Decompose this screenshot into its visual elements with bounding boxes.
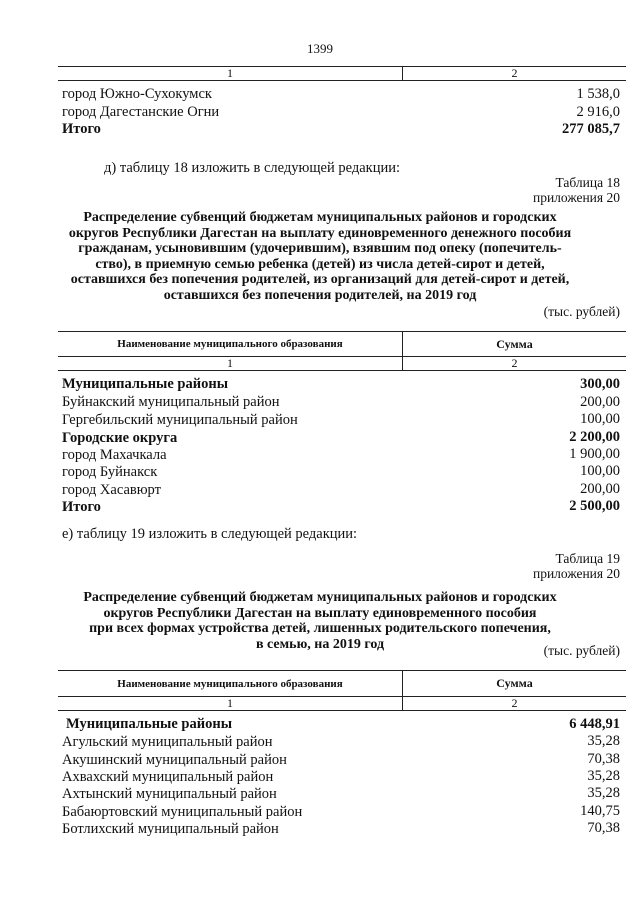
title-line: при всех формах устройства детей, лишенных родительского попечения,: [89, 621, 551, 636]
table-rule: [58, 331, 626, 332]
units-label: (тыс. рублей): [543, 304, 620, 319]
table-row-name: Бабаюртовский муниципальный район: [62, 804, 303, 820]
table-row-value: 140,75: [580, 803, 620, 819]
table-row-name: Ахвахский муниципальный район: [62, 769, 274, 785]
table-row-value: 1 538,0: [576, 86, 620, 102]
column-header-sum: Сумма: [496, 337, 533, 351]
table-row-name: город Буйнакск: [62, 464, 158, 480]
table-group-value: 2 200,00: [569, 429, 620, 445]
column-number: 1: [227, 696, 233, 710]
table-row-name: город Махачкала: [62, 447, 167, 463]
table-row-value: 1 900,00: [569, 446, 620, 462]
column-header-name: Наименование муниципального образования: [117, 678, 343, 690]
units-label: (тыс. рублей): [543, 643, 620, 658]
column-number: 2: [511, 696, 518, 710]
appendix-number: приложения 20: [532, 566, 620, 581]
table-row-name: Гергебильский муниципальный район: [62, 412, 298, 428]
table-row-name: город Южно-Сухокумск: [62, 86, 212, 102]
title-line: в семью, на 2019 год: [255, 636, 385, 652]
table-rule: [58, 670, 626, 671]
table-row-value: 2 916,0: [576, 104, 620, 120]
table-title: [60, 590, 580, 652]
table-row-value: 70,38: [587, 820, 620, 836]
table-row-value: 70,38: [587, 751, 620, 767]
table-title: [60, 210, 580, 303]
table-row-name: Ахтынский муниципальный район: [62, 786, 277, 802]
table-total-value: 2 500,00: [569, 498, 620, 514]
page-number: 1399: [307, 41, 333, 56]
column-number: 2: [511, 356, 518, 370]
title-line: округов Республики Дагестан на выплату единовременного пособия: [103, 605, 537, 621]
table-group-value: 6 448,91: [569, 716, 620, 732]
table-total-value: 277 085,7: [562, 121, 620, 137]
table-row-value: 100,00: [580, 463, 620, 479]
table-row-name: Ботлихский муниципальный район: [62, 821, 279, 837]
table-row-name: Буйнакский муниципальный район: [62, 394, 280, 410]
table-group-name: Городские округа: [62, 430, 178, 446]
table-reference: [533, 175, 620, 205]
table-row-value: 35,28: [587, 733, 620, 749]
table-group-name: Муниципальные районы: [66, 716, 233, 732]
column-number: 1: [227, 66, 233, 80]
table-row-name: Агульский муниципальный район: [62, 734, 273, 750]
column-number: 2: [511, 66, 518, 80]
table-row-value: 200,00: [580, 481, 620, 497]
table-row-name: город Хасавюрт: [62, 482, 161, 498]
column-number: 1: [227, 356, 233, 370]
title-line: Распределение субвенций бюджетам муниципальных районов и городских: [83, 590, 557, 605]
instruction-paragraph: д) таблицу 18 изложить в следующей редакции:: [104, 160, 401, 176]
title-line: оставшихся без попечения родителей, на 2019 год: [163, 287, 477, 303]
table-number: Таблица 18: [555, 175, 620, 190]
table-row-value: 100,00: [580, 411, 620, 427]
table-reference: [533, 551, 620, 581]
table-group-name: Муниципальные районы: [62, 376, 229, 392]
appendix-number: приложения 20: [532, 190, 620, 205]
column-header-name: Наименование муниципального образования: [117, 338, 343, 350]
title-line: Распределение субвенций бюджетам муниципальных районов и городских: [83, 210, 557, 225]
table-row-name: Акушинский муниципальный район: [62, 752, 287, 768]
table-number: Таблица 19: [555, 551, 620, 566]
table-row-name: город Дагестанские Огни: [62, 104, 220, 120]
table-row-value: 200,00: [580, 394, 620, 410]
instruction-paragraph: е) таблицу 19 изложить в следующей редакции:: [62, 526, 358, 542]
table-total-name: Итого: [62, 499, 101, 515]
table-row-value: 35,28: [587, 768, 620, 784]
title-line: гражданам, усыновившим (удочерившим), взявшим под опеку (попечитель-: [78, 241, 562, 256]
column-header-sum: Сумма: [496, 676, 533, 690]
title-line: округов Республики Дагестан на выплату единовременного денежного пособия: [68, 225, 572, 241]
table-group-value: 300,00: [580, 376, 620, 392]
title-line: ство), в приемную семью ребенка (детей) из числа детей-сирот и детей,: [95, 256, 545, 272]
table-row-value: 35,28: [587, 785, 620, 801]
table-total-name: Итого: [62, 121, 101, 137]
title-line: оставшихся без попечения родителей, из организаций для детей-сирот и детей,: [70, 272, 570, 287]
